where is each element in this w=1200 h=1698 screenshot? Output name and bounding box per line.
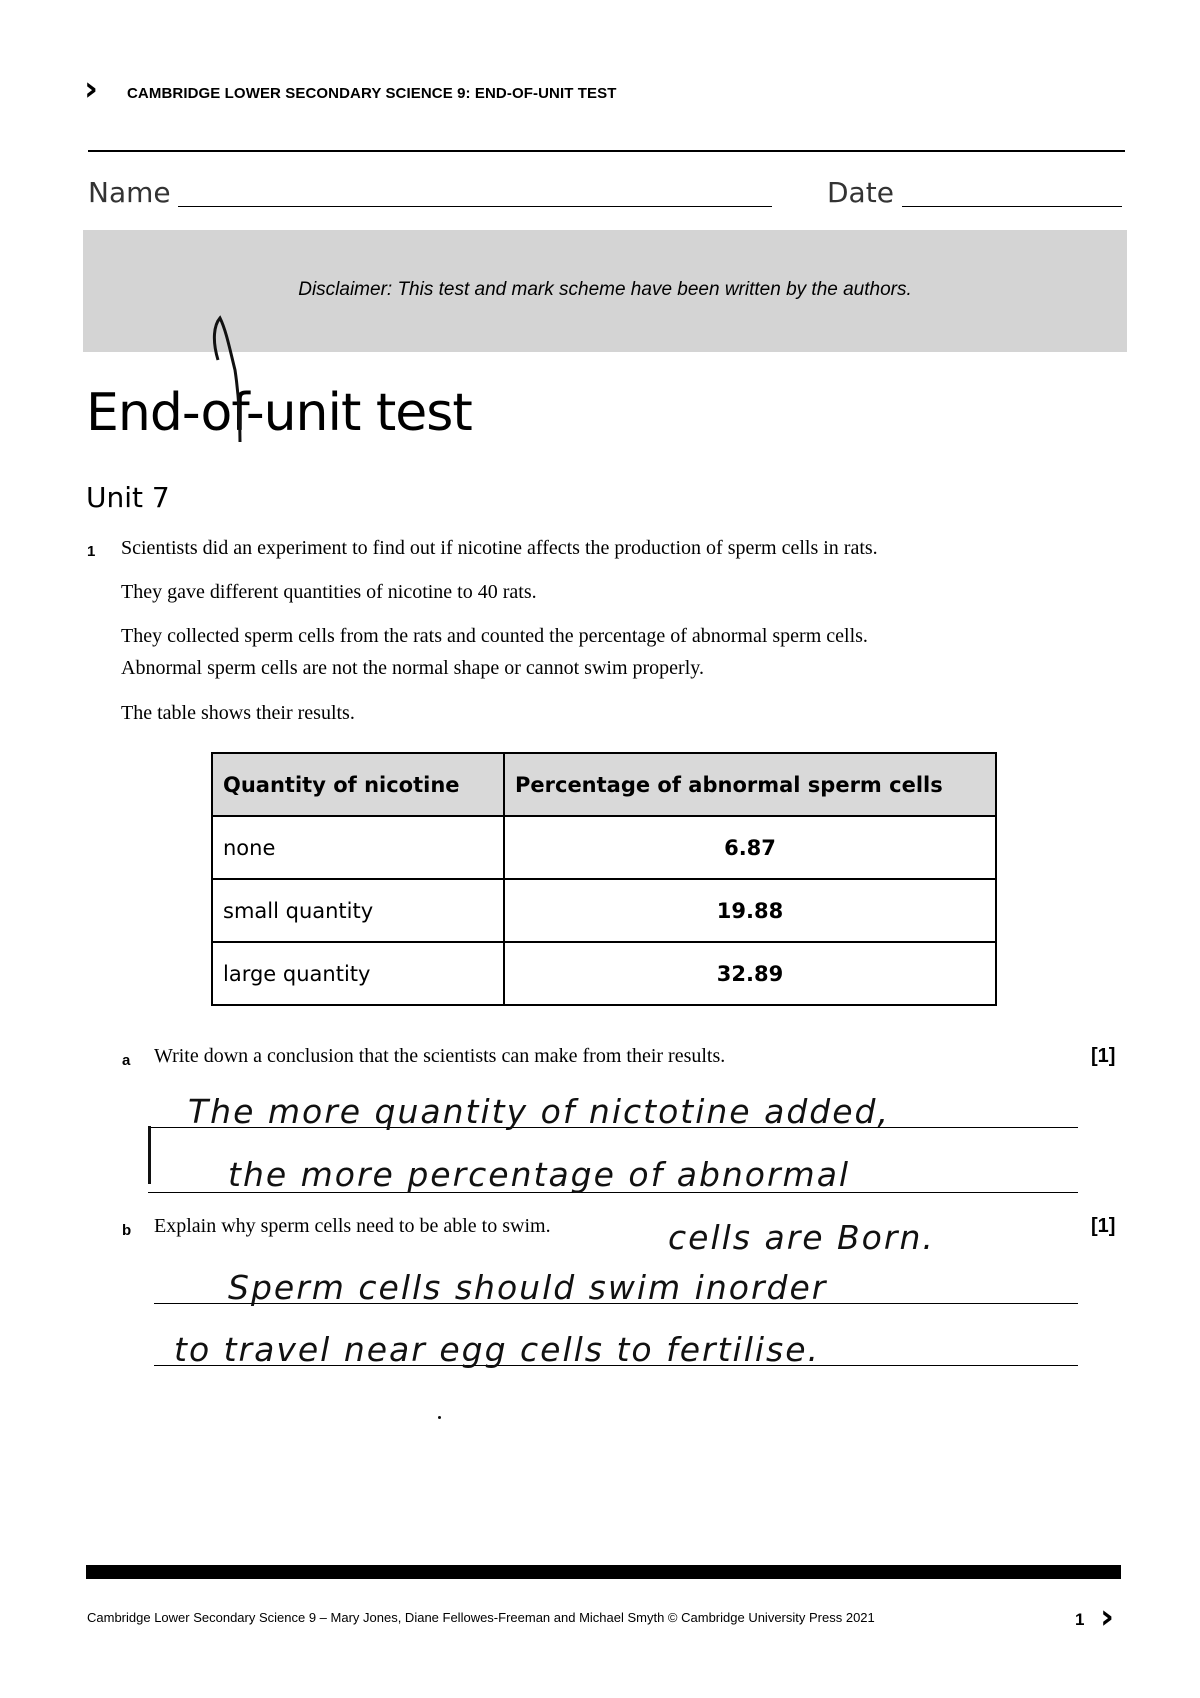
table-header-row (212, 753, 996, 816)
page-number: 1 (1075, 1610, 1085, 1629)
part-a-question: Write down a conclusion that the scientists can make from their results. (154, 1045, 726, 1067)
footer-bar (86, 1565, 1121, 1579)
part-b-question: Explain why sperm cells need to be able to swim. (154, 1215, 551, 1237)
chevron-right-icon: › (84, 69, 99, 109)
question-text: They collected sperm cells from the rats and counted the percentage of abnormal sperm cells. (121, 625, 868, 647)
handwritten-answer: Sperm cells should swim inorder (228, 1268, 828, 1307)
question-text: The table shows their results. (121, 702, 355, 724)
chevron-right-icon: › (1100, 1597, 1115, 1637)
date-label: Date (827, 176, 894, 209)
table-cell-quantity: small quantity (212, 879, 504, 942)
handwritten-answer: to travel near egg cells to fertilise. (174, 1330, 821, 1369)
question-text: Abnormal sperm cells are not the normal shape or cannot swim properly. (121, 657, 704, 679)
name-field[interactable] (178, 206, 772, 207)
table-row (212, 816, 996, 879)
table-row (212, 879, 996, 942)
name-label: Name (88, 176, 171, 209)
table-cell-quantity: none (212, 816, 504, 879)
table-cell-quantity: large quantity (212, 942, 504, 1005)
table-cell-percent: 6.87 (504, 816, 996, 879)
table-header-percent: Percentage of abnormal sperm cells (504, 753, 996, 816)
part-letter: a (122, 1052, 131, 1069)
disclaimer-text: Disclaimer: This test and mark scheme have been written by the authors. (298, 279, 912, 300)
marks-label: [1] (1091, 1215, 1116, 1237)
margin-bracket-mark (148, 1126, 151, 1184)
question-text: They gave different quantities of nicotine to 40 rats. (121, 581, 537, 603)
handwritten-answer: the more percentage of abnormal (228, 1155, 851, 1194)
table-cell-percent: 19.88 (504, 879, 996, 942)
handwritten-answer: cells are Born. (668, 1218, 935, 1257)
unit-heading: Unit 7 (86, 481, 170, 514)
part-letter: b (122, 1222, 132, 1239)
page-title: End-of-unit test (86, 383, 472, 443)
pen-stroke-mark (200, 310, 260, 450)
results-table (211, 752, 997, 1006)
question-intro: Scientists did an experiment to find out if nicotine affects the production of sperm cells in rats. (121, 537, 878, 559)
question-number: 1 (87, 543, 96, 560)
marks-label: [1] (1091, 1045, 1116, 1067)
date-field[interactable] (902, 206, 1122, 207)
header-rule (88, 150, 1125, 152)
table-cell-percent: 32.89 (504, 942, 996, 1005)
header-title: CAMBRIDGE LOWER SECONDARY SCIENCE 9: END-OF-UNIT TEST (127, 85, 617, 102)
handwritten-answer: The more quantity of nictotine added, (188, 1092, 890, 1131)
stray-ink-dot (438, 1416, 441, 1419)
table-row (212, 942, 996, 1005)
table-header-quantity: Quantity of nicotine (212, 753, 504, 816)
footer-credit: Cambridge Lower Secondary Science 9 – Mary Jones, Diane Fellowes-Freeman and Michael Smyth © Cambridge University Press 2021 (87, 1610, 875, 1625)
